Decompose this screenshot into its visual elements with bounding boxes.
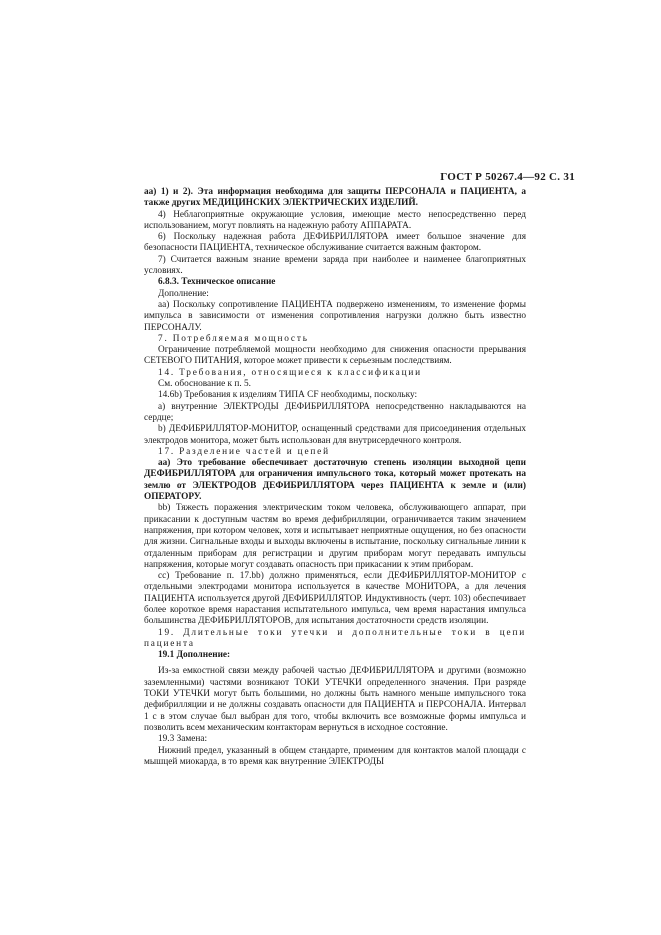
paragraph: 19.1 Дополнение: — [158, 650, 231, 661]
paragraph: a) внутренние ЭЛЕКТРОДЫ ДЕФИБРИЛЛЯТОРА непосредственно накладываются на сердце; — [144, 401, 526, 423]
section-heading: 17. Разделение частей и цепей — [158, 446, 330, 457]
paragraph: Дополнение: — [158, 288, 209, 299]
paragraph: Ограничение потребляемой мощности необходимо для снижения опасности прерывания СЕТЕВОГО ПИТАНИЯ, которое может привести к серьезным последствиям. — [144, 345, 526, 367]
paragraph: См. обоснование к п. 5. — [158, 379, 251, 390]
paragraph: 7) Считается важным знание времени заряда при наиболее и наименее благоприятных условиях. — [144, 254, 526, 277]
paragraph: аа) 1) и 2). Эта информация необходима для защиты ПЕРСОНАЛА и ПАЦИЕНТА, а также других МЕДИЦИНСКИХ ЭЛЕКТРИЧЕСКИХ ИЗДЕЛИЙ. — [144, 187, 526, 209]
paragraph: Нижний предел, указанный в общем стандарте, применим для контактов малой площади с мышцей миокарда, в то время как внутренние ЭЛЕКТРОДЫ — [144, 745, 526, 767]
paragraph: cc) Требование п. 17.bb) должно применяться, если ДЕФИБРИЛЛЯТОР-МОНИТОР с отдельными электродами монитора используется в качестве МОНИТОРА, а для лечения ПАЦИЕНТА используется другой ДЕФИБРИЛЛЯТОР. Индуктивность (черт. 103) обеспечивает более короткое время нарастания испытательного импульса, чем время нарастания импульса большинства ДЕФИБРИЛЛЯТОРОВ, для испытания достаточности средств изоляции. — [144, 571, 526, 627]
section-heading: 6.8.3. Техническое описание — [158, 277, 276, 288]
section-heading: 7. Потребляемая мощность — [158, 333, 309, 344]
paragraph: b) ДЕФИБРИЛЛЯТОР-МОНИТОР, оснащенный средствами для присоединения отдельных электродов монитора, может быть использован для внутрисердечного контроля. — [144, 424, 526, 446]
document-body — [144, 187, 526, 768]
paragraph: bb) Тяжесть поражения электрическим током человека, обслуживающего аппарат, при прикасании к доступным частям во время дефибрилляции, ограничивается таким значением напряжения, при котором человек, хотя и испытывает неприятные ощущения, но без опасности для жизни. Сигнальные входы и выходы включены в испытание, поскольку сигнальные линии к отдаленным приборам для регистрации и другим приборам могут передавать импульсы напряжения, которые могут создавать опасность при прикасании к этим приборам. — [144, 503, 527, 570]
paragraph: 4) Неблагоприятные окружающие условия, имеющие место непосредственно перед использованием, могут повлиять на надежную работу АППАРАТА. — [144, 209, 526, 231]
paragraph: Из-за емкостной связи между рабочей частью ДЕФИБРИЛЛЯТОРА и другими (возможно заземленными) частями возникают ТОКИ УТЕЧКИ определенного значения. При разряде ТОКИ УТЕЧКИ могут быть большими, но должны быть намного меньше импульсного тока дефибрилляции и не должны создавать опасности для ПАЦИЕНТА и ПЕРСОНАЛА. Интервал 1 с в этом случае был выбран для того, чтобы включить все возможные формы импульса и позволить всем механическим контакторам вернуться в исходное состояние. — [144, 666, 526, 733]
paragraph: 14.6b) Требования к изделиям ТИПА CF необходимы, поскольку: — [158, 390, 418, 401]
section-heading: 14. Требования, относящиеся к классификации — [158, 367, 422, 378]
paragraph: 19.3 Замена: — [158, 734, 208, 745]
paragraph: 6) Поскольку надежная работа ДЕФИБРИЛЛЯТОРА имеет большое значение для безопасности ПАЦИЕНТА, техническое обслуживание считается важным фактором. — [144, 232, 526, 254]
paragraph: аа) Поскольку сопротивление ПАЦИЕНТА подвержено изменениям, то изменение формы импульса в зависимости от изменения сопротивления нагрузки должно быть известно ПЕРСОНАЛУ. — [144, 299, 526, 333]
paragraph: аа) Это требование обеспечивает достаточную степень изоляции выходной цепи ДЕФИБРИЛЛЯТОРА для ограничения импульсного тока, который может протекать на землю от ЭЛЕКТРОДОВ ДЕФИБРИЛЛЯТОРА через ПАЦИЕНТА к земле и (или) ОПЕРАТОРУ. — [144, 458, 526, 503]
page-header: ГОСТ Р 50267.4—92 С. 31 — [440, 171, 575, 183]
section-heading: 19. Длительные токи утечки и дополнительные токи в цепи пациента — [144, 627, 526, 649]
